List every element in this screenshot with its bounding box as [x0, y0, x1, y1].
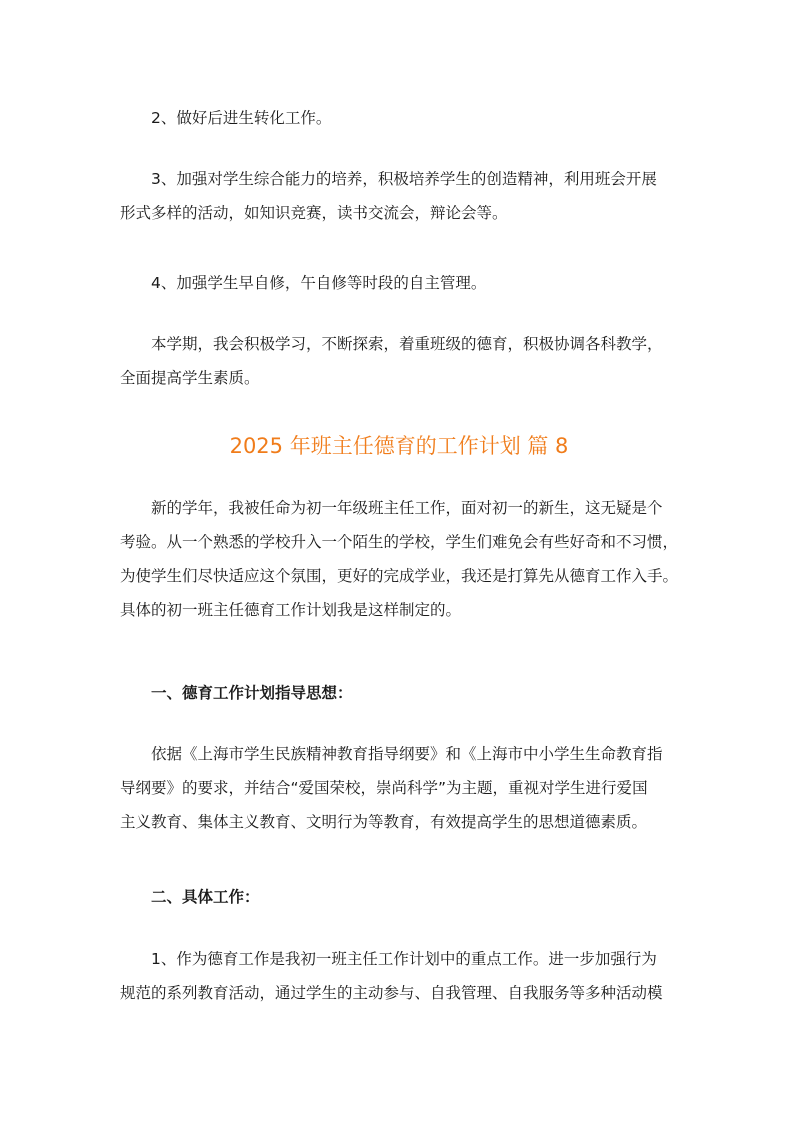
text-line: 形式多样的活动，如知识竞赛，读书交流会，辩论会等。 [120, 204, 508, 222]
text-line: 为使学生们尽快适应这个氛围，更好的完成学业，我还是打算先从德育工作入手。 [120, 567, 679, 585]
subheading-guiding-thought [120, 676, 678, 710]
text-line: 导纲要》的要求，并结合“爱国荣校，崇尚科学”为主题，重视对学生进行爱国 [120, 779, 648, 797]
text-line: 规范的系列教育活动，通过学生的主动参与、自我管理、自我服务等多种活动模 [120, 984, 663, 1002]
text-line: 本学期，我会积极学习，不断探索，着重班级的德育，积极协调各科教学， [151, 335, 663, 353]
text-line: 2、做好后进生转化工作。 [151, 109, 332, 127]
text-line: 4、加强学生早自修，午自修等时段的自主管理。 [151, 274, 487, 292]
text-line: 具体的初一班主任德育工作计划我是这样制定的。 [120, 601, 462, 619]
text-line: 主义教育、集体主义教育、文明行为等教育，有效提高学生的思想道德素质。 [120, 813, 648, 831]
paragraph-item-4 [120, 266, 678, 300]
text-line: 新的学年，我被任命为初一年级班主任工作，面对初一的新生，这无疑是个 [151, 499, 663, 517]
paragraph-guiding-thought [120, 737, 678, 839]
text-line: 依据《上海市学生民族精神教育指导纲要》和《上海市中小学生生命教育指 [151, 745, 663, 763]
paragraph-semester-summary [120, 327, 678, 395]
paragraph-intro [120, 491, 678, 627]
text-line: 考验。从一个熟悉的学校升入一个陌生的学校，学生们难免会有些好奇和不习惯， [120, 533, 679, 551]
text-line: 3、加强对学生综合能力的培养，积极培养学生的创造精神，利用班会开展 [151, 170, 657, 188]
paragraph-item-2 [120, 101, 678, 135]
text-line: 全面提高学生素质。 [120, 369, 260, 387]
paragraph-specific-work-1 [120, 942, 678, 1010]
text-line: 二、具体工作： [151, 888, 260, 906]
text-line: 1、作为德育工作是我初一班主任工作计划中的重点工作。进一步加强行为 [151, 950, 657, 968]
subheading-specific-work [120, 880, 678, 914]
section-heading: 2025 年班主任德育的工作计划 篇 8 [229, 434, 569, 458]
paragraph-item-3 [120, 162, 678, 230]
text-line: 一、德育工作计划指导思想： [151, 684, 353, 702]
